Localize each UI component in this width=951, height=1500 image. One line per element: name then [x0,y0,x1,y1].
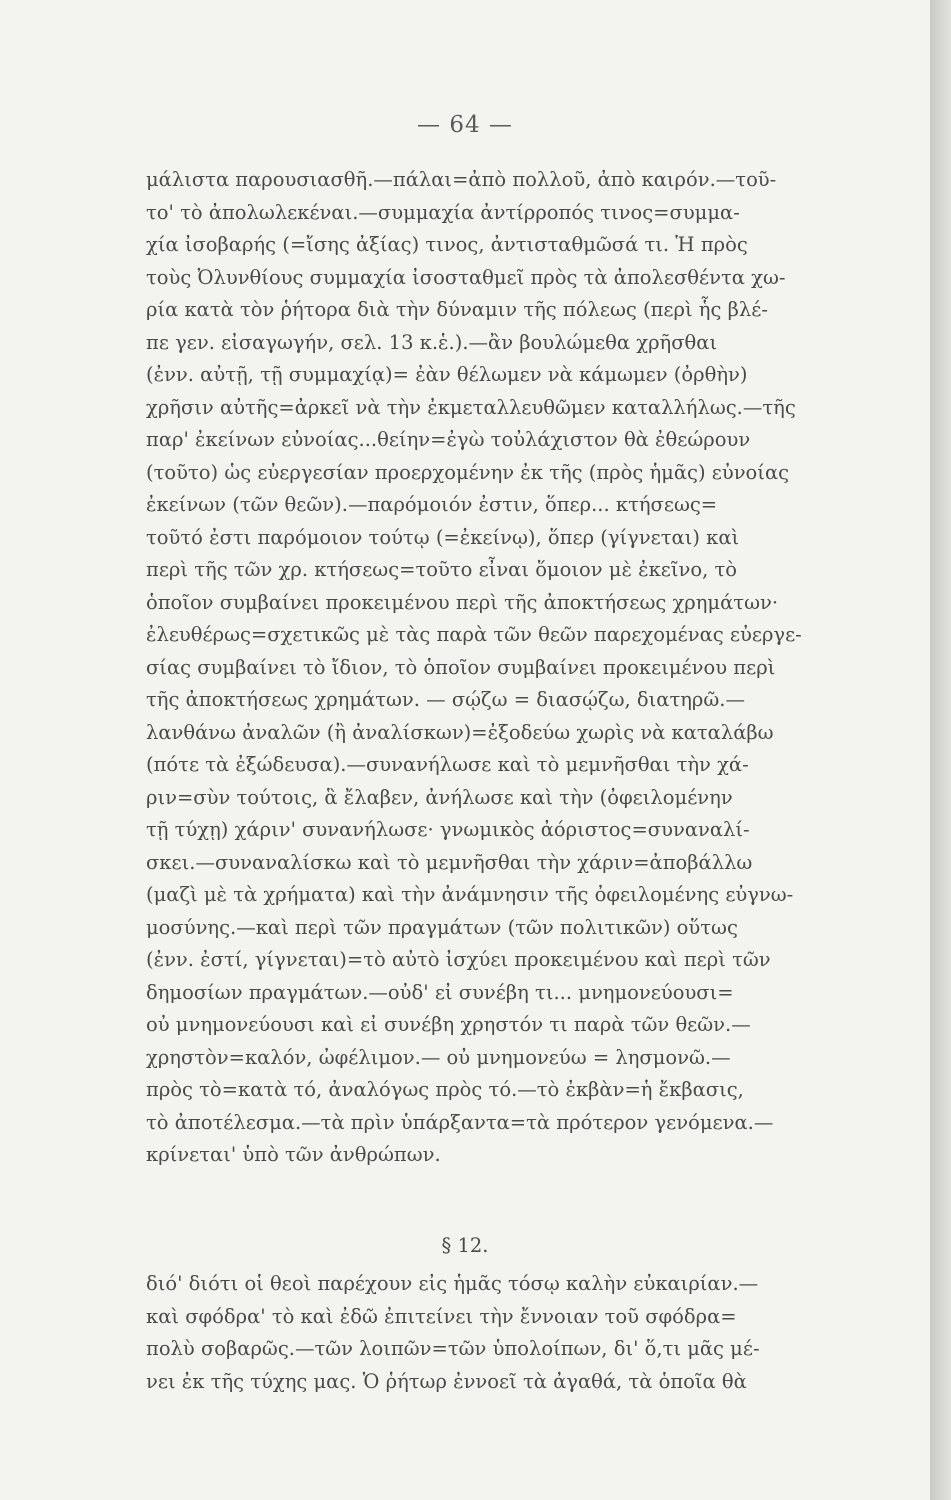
page-number: — 64 — [417,112,513,138]
text-line: σίας συμβαίνει τὸ ἴδιον, τὸ ὁποῖον συμβαίνει προκειμένου περὶ [146,655,776,679]
text-line: μάλιστα παρουσιασθῆ.—πάλαι=ἀπὸ πολλοῦ, ἀπὸ καιρόν.—τοῦ- [146,168,777,191]
text-line: καὶ σφόδρα' τὸ καὶ ἐδῶ ἐπιτείνει τὴν ἔννοιαν τοῦ σφόδρα= [146,1304,737,1328]
page-edge-shadow [930,0,951,1500]
text-line: (μαζὶ μὲ τὰ χρήματα) καὶ τὴν ἀνάμνησιν τῆς ὀφειλομένης εὐγνω- [146,883,794,906]
text-line: τοῦτό ἐστι παρόμοιον τούτῳ (=ἐκείνῳ), ὅπερ (γίγνεται) καὶ [146,525,740,549]
text-line: περὶ τῆς τῶν χρ. κτήσεως=τοῦτο εἶναι ὅμοιον μὲ ἐκεῖνο, τὸ [146,558,738,581]
text-line: ὁποῖον συμβαίνει προκειμένου περὶ τῆς ἀποκτήσεως χρημάτων· [146,590,779,614]
text-line: ρία κατὰ τὸν ῥήτορα διὰ τὴν δύναμιν τῆς πόλεως (περὶ ἧς βλέ- [146,298,768,321]
text-line: πολὺ σοβαρῶς.—τῶν λοιπῶν=τῶν ὑπολοίπων, δι' ὅ,τι μᾶς μέ- [146,1337,760,1360]
text-line: τὸ ἀποτέλεσμα.—τὰ πρὶν ὑπάρξαντα=τὰ πρότερον γενόμενα.— [146,1110,774,1134]
text-line: παρ' ἐκείνων εὐνοίας...θείην=ἐγὼ τοὐλάχιστον θὰ ἐθεώρουν [146,428,751,451]
text-line: (ἐνν. αὐτῇ, τῇ συμμαχίᾳ)= ἐὰν θέλωμεν νὰ κάμωμεν (ὀρθὴν) [146,363,748,386]
commentary-text [146,164,836,1172]
text-line: οὐ μνημονεύουσι καὶ εἰ συνέβη χρηστόν τι παρὰ τῶν θεῶν.— [146,1013,751,1036]
text-line: τοὺς Ὀλυνθίους συμμαχία ἰσοσταθμεῖ πρὸς τὰ ἀπολεσθέντα χω- [146,265,786,289]
text-line: διό' διότι οἱ θεοὶ παρέχουν εἰς ἡμᾶς τόσῳ καλὴν εὐκαιρίαν.— [146,1272,759,1295]
text-line: νει ἐκ τῆς τύχης μας. Ὁ ῥήτωρ ἐννοεῖ τὰ ἀγαθά, τὰ ὁποῖα θὰ [146,1369,747,1393]
text-line: τῇ τύχῃ) χάριν' συνανήλωσε· γνωμικὸς ἀόριστος=συναναλί- [146,818,750,841]
text-line: (πότε τὰ ἐξώδευσα).—συνανήλωσε καὶ τὸ μεμνῆσθαι τὴν χά- [146,753,749,776]
text-line: (ἐνν. ἐστί, γίγνεται)=τὸ αὐτὸ ἰσχύει προκειμένου καὶ περὶ τῶν [146,948,771,971]
text-line: ἐλευθέρως=σχετικῶς μὲ τὰς παρὰ τῶν θεῶν παρεχομένας εὐεργε- [146,623,802,646]
text-line: (τοῦτο) ὡς εὐεργεσίαν προερχομένην ἐκ τῆς (πρὸς ἡμᾶς) εὐνοίας [146,460,790,484]
text-line: μοσύνης.—καὶ περὶ τῶν πραγμάτων (τῶν πολιτικῶν) οὕτως [146,915,738,939]
text-line: χρηστὸν=καλόν, ὠφέλιμον.— οὐ μνημονεύω = λησμονῶ.— [146,1045,731,1069]
text-line: δημοσίων πραγμάτων.—οὐδ' εἰ συνέβη τι... μνημονεύουσι= [146,980,734,1004]
text-line: χρῆσιν αὐτῆς=ἀρκεῖ νὰ τὴν ἐκμεταλλευθῶμεν καταλλήλως.—τῆς [146,395,796,419]
text-line: το' τὸ ἀπολωλεκέναι.—συμμαχία ἀντίρροπός τινος=συμμα- [146,200,740,224]
section-heading: § 12. [441,1234,489,1257]
text-line: πρὸς τὸ=κατὰ τό, ἀναλόγως πρὸς τό.—τὸ ἐκβὰν=ἡ ἔκβασις, [146,1078,744,1101]
text-line: ἐκείνων (τῶν θεῶν).—παρόμοιόν ἐστιν, ὅπερ... κτήσεως= [146,493,718,516]
text-line: χία ἰσοβαρής (=ἴσης ἀξίας) τινος, ἀντισταθμῶσά τι. Ἡ πρὸς [146,233,748,256]
section-12-text [146,1268,836,1398]
text-line: ριν=σὺν τούτοις, ἃ ἔλαβεν, ἀνήλωσε καὶ τὴν (ὀφειλομένην [146,785,733,809]
text-line: πε γεν. εἰσαγωγήν, σελ. 13 κ.ἑ.).—ἂν βουλώμεθα χρῆσθαι [146,330,718,354]
text-line: τῆς ἀποκτήσεως χρημάτων. — σῴζω = διασῴζω, διατηρῶ.— [146,688,745,711]
text-line: σκει.—συναναλίσκω καὶ τὸ μεμνῆσθαι τὴν χάριν=ἀποβάλλω [146,850,753,874]
text-line: λανθάνω ἀναλῶν (ἢ ἀναλίσκων)=ἐξοδεύω χωρὶς νὰ καταλάβω [146,720,774,744]
text-line: κρίνεται' ὑπὸ τῶν ἀνθρώπων. [146,1143,441,1166]
